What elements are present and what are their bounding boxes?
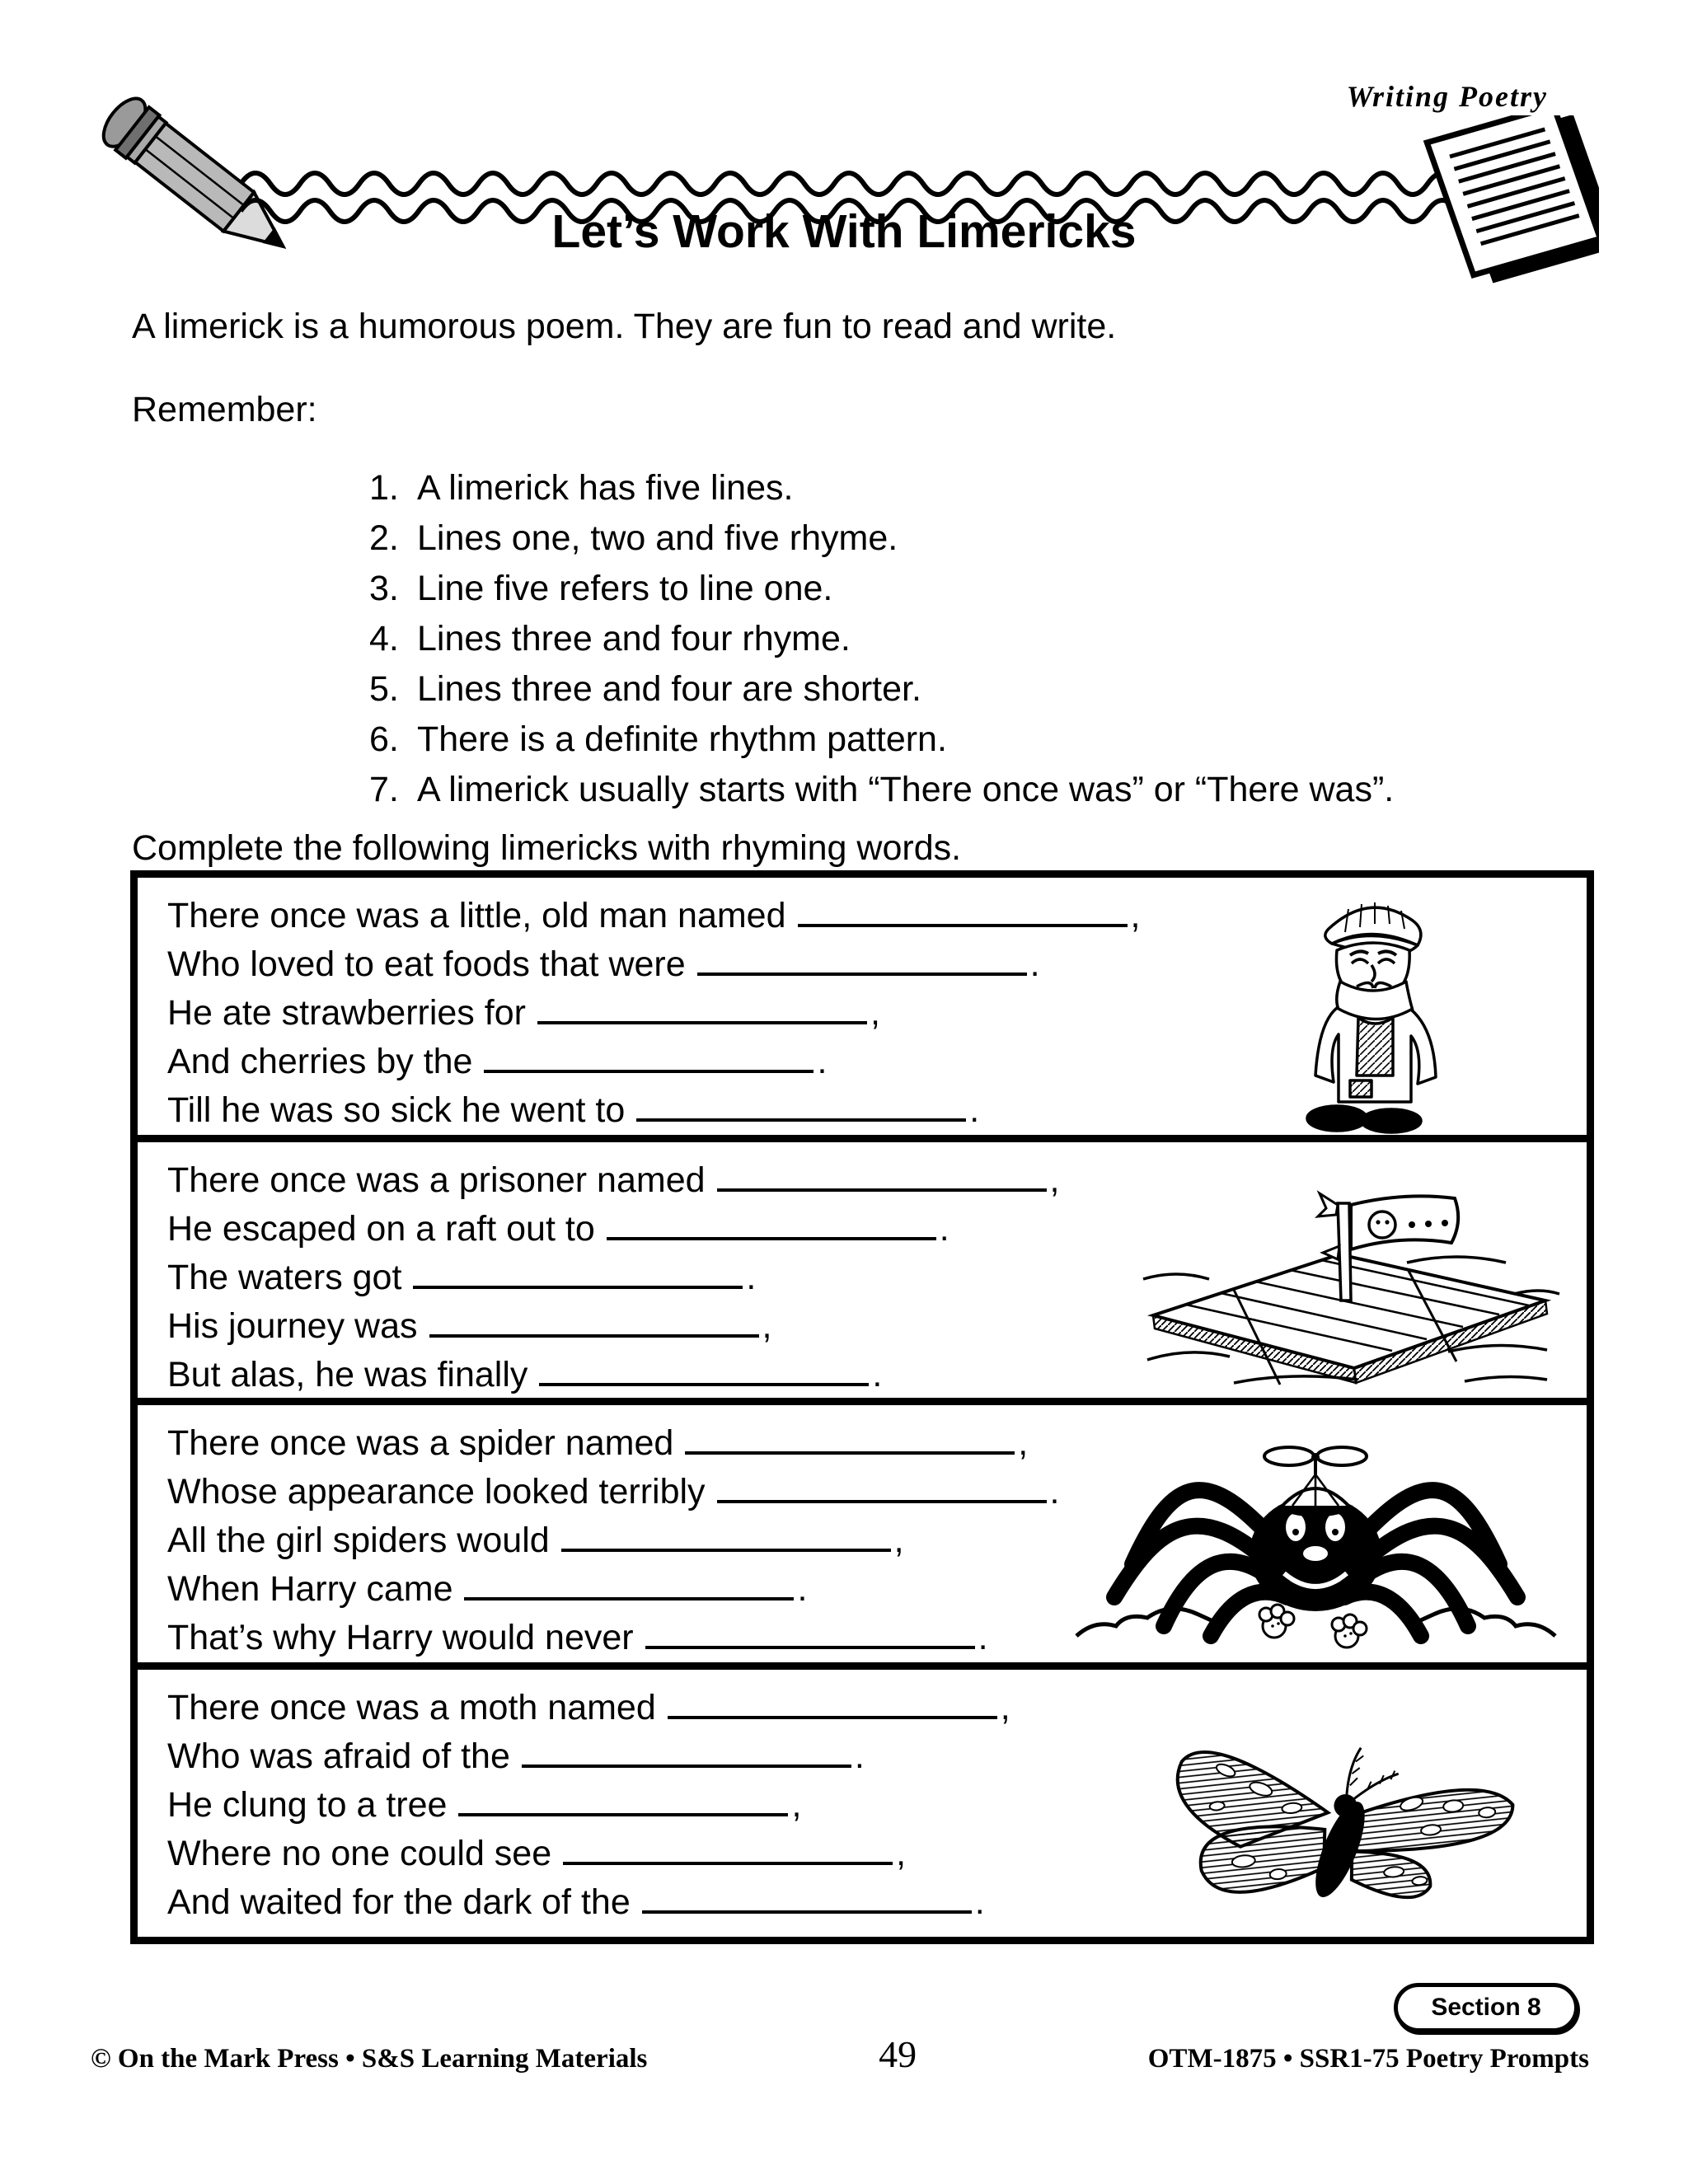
section-badge: Section 8 bbox=[1394, 1983, 1578, 2032]
answer-blank[interactable] bbox=[464, 1564, 794, 1601]
answer-blank[interactable] bbox=[685, 1418, 1015, 1455]
answer-blank[interactable] bbox=[717, 1467, 1047, 1503]
rule-item bbox=[369, 614, 1599, 664]
answer-blank[interactable] bbox=[484, 1037, 814, 1073]
limerick-line-text: There once was a prisoner named bbox=[167, 1160, 706, 1200]
line-punctuation: , bbox=[896, 1834, 907, 1873]
answer-blank[interactable] bbox=[668, 1683, 997, 1719]
remember-label: Remember: bbox=[132, 390, 317, 429]
footer-product-code: OTM-1875 • SSR1-75 Poetry Prompts bbox=[1147, 2044, 1589, 2074]
line-punctuation: . bbox=[939, 1209, 950, 1249]
line-punctuation: , bbox=[870, 993, 880, 1033]
answer-blank[interactable] bbox=[563, 1829, 893, 1865]
rule-item bbox=[369, 463, 1599, 513]
answer-blank[interactable] bbox=[798, 891, 1128, 927]
limerick-line-text: Whose appearance looked terribly bbox=[167, 1472, 706, 1511]
raft-illustration bbox=[1135, 1154, 1564, 1402]
answer-blank[interactable] bbox=[537, 988, 867, 1024]
limerick-box-2 bbox=[130, 1135, 1594, 1405]
line-punctuation: . bbox=[969, 1090, 980, 1130]
limerick-line-text: But alas, he was finally bbox=[167, 1355, 528, 1394]
line-punctuation: , bbox=[1130, 896, 1141, 935]
rule-item bbox=[369, 664, 1599, 715]
limerick-line-text: He ate strawberries for bbox=[167, 993, 526, 1033]
moth-illustration bbox=[1142, 1694, 1537, 1946]
content bbox=[132, 307, 1599, 893]
rule-number: 2. bbox=[369, 518, 399, 558]
limerick-line-text: When Harry came bbox=[167, 1569, 453, 1609]
old-man-illustration bbox=[1286, 884, 1463, 1140]
rule-item bbox=[369, 564, 1599, 614]
footer-publisher: © On the Mark Press • S&S Learning Materials bbox=[91, 2044, 648, 2074]
footer bbox=[91, 2032, 1589, 2076]
rule-text: Lines three and four are shorter. bbox=[417, 669, 921, 709]
limerick-line-text: All the girl spiders would bbox=[167, 1521, 550, 1560]
rule-number: 3. bbox=[369, 569, 399, 608]
limerick-line-text: Till he was so sick he went to bbox=[167, 1090, 626, 1130]
answer-blank[interactable] bbox=[561, 1516, 891, 1552]
line-punctuation: . bbox=[1029, 944, 1040, 984]
rule-item bbox=[369, 513, 1599, 564]
line-punctuation: . bbox=[817, 1042, 828, 1081]
line-punctuation: , bbox=[1049, 1160, 1060, 1200]
rule-number: 5. bbox=[369, 669, 399, 709]
rule-text: Lines one, two and five rhyme. bbox=[417, 518, 898, 558]
line-punctuation: , bbox=[1018, 1423, 1029, 1463]
line-punctuation: , bbox=[1000, 1688, 1010, 1727]
rule-text: Lines three and four rhyme. bbox=[417, 619, 851, 658]
line-punctuation: . bbox=[872, 1355, 883, 1394]
line-punctuation: , bbox=[893, 1521, 904, 1560]
limerick-line-text: And waited for the dark of the bbox=[167, 1882, 631, 1922]
page-title: Let’s Work With Limericks bbox=[551, 205, 1137, 258]
answer-blank[interactable] bbox=[539, 1350, 869, 1386]
rule-number: 1. bbox=[369, 468, 399, 508]
rule-text: A limerick usually starts with “There once was” or “There was”. bbox=[417, 770, 1395, 809]
limerick-line-text: There once was a little, old man named bbox=[167, 896, 786, 935]
rule-text: Line five refers to line one. bbox=[417, 569, 833, 608]
page-number: 49 bbox=[879, 2033, 917, 2075]
answer-blank[interactable] bbox=[697, 940, 1027, 976]
answer-blank[interactable] bbox=[636, 1085, 966, 1122]
answer-blank[interactable] bbox=[458, 1780, 788, 1816]
line-punctuation: . bbox=[746, 1258, 757, 1297]
line-punctuation: . bbox=[854, 1736, 865, 1776]
rule-item bbox=[369, 715, 1599, 765]
answer-blank[interactable] bbox=[413, 1253, 743, 1289]
corner-label: Writing Poetry bbox=[1346, 80, 1548, 113]
line-punctuation: , bbox=[791, 1785, 802, 1825]
rule-number: 6. bbox=[369, 719, 399, 759]
answer-blank[interactable] bbox=[522, 1732, 851, 1768]
rule-number: 4. bbox=[369, 619, 399, 658]
instruction-text: Complete the following limericks with rhyming words. bbox=[132, 828, 962, 868]
answer-blank[interactable] bbox=[429, 1301, 759, 1338]
line-punctuation: . bbox=[797, 1569, 808, 1609]
limerick-line-text: His journey was bbox=[167, 1306, 418, 1346]
rules-list bbox=[369, 463, 1599, 815]
answer-blank[interactable] bbox=[717, 1155, 1047, 1192]
rule-item bbox=[369, 765, 1599, 815]
line-punctuation: . bbox=[978, 1618, 988, 1657]
intro-text: A limerick is a humorous poem. They are fun to read and write. bbox=[132, 307, 1117, 346]
limerick-line-text: And cherries by the bbox=[167, 1042, 473, 1081]
limerick-line-text: Who loved to eat foods that were bbox=[167, 944, 686, 984]
limerick-line-text: He clung to a tree bbox=[167, 1785, 448, 1825]
limerick-box-1 bbox=[130, 870, 1594, 1142]
limerick-boxes bbox=[130, 870, 1594, 1944]
answer-blank[interactable] bbox=[645, 1613, 975, 1649]
limerick-box-3 bbox=[130, 1398, 1594, 1670]
limerick-line-text: The waters got bbox=[167, 1258, 402, 1297]
limerick-line-text: There once was a moth named bbox=[167, 1688, 656, 1727]
line-punctuation: , bbox=[762, 1306, 772, 1346]
line-punctuation: . bbox=[1049, 1472, 1060, 1511]
limerick-box-4 bbox=[130, 1662, 1594, 1944]
rule-text: A limerick has five lines. bbox=[417, 468, 794, 508]
answer-blank[interactable] bbox=[642, 1877, 972, 1914]
limerick-line-text: There once was a spider named bbox=[167, 1423, 674, 1463]
limerick-line-text: That’s why Harry would never bbox=[167, 1618, 634, 1657]
rule-number: 7. bbox=[369, 770, 399, 809]
spider-illustration bbox=[1067, 1428, 1565, 1667]
limerick-line-text: Where no one could see bbox=[167, 1834, 552, 1873]
limerick-line-text: Who was afraid of the bbox=[167, 1736, 510, 1776]
answer-blank[interactable] bbox=[607, 1204, 936, 1240]
line-punctuation: . bbox=[974, 1882, 985, 1922]
rule-text: There is a definite rhythm pattern. bbox=[417, 719, 947, 759]
limerick-line-text: He escaped on a raft out to bbox=[167, 1209, 595, 1249]
